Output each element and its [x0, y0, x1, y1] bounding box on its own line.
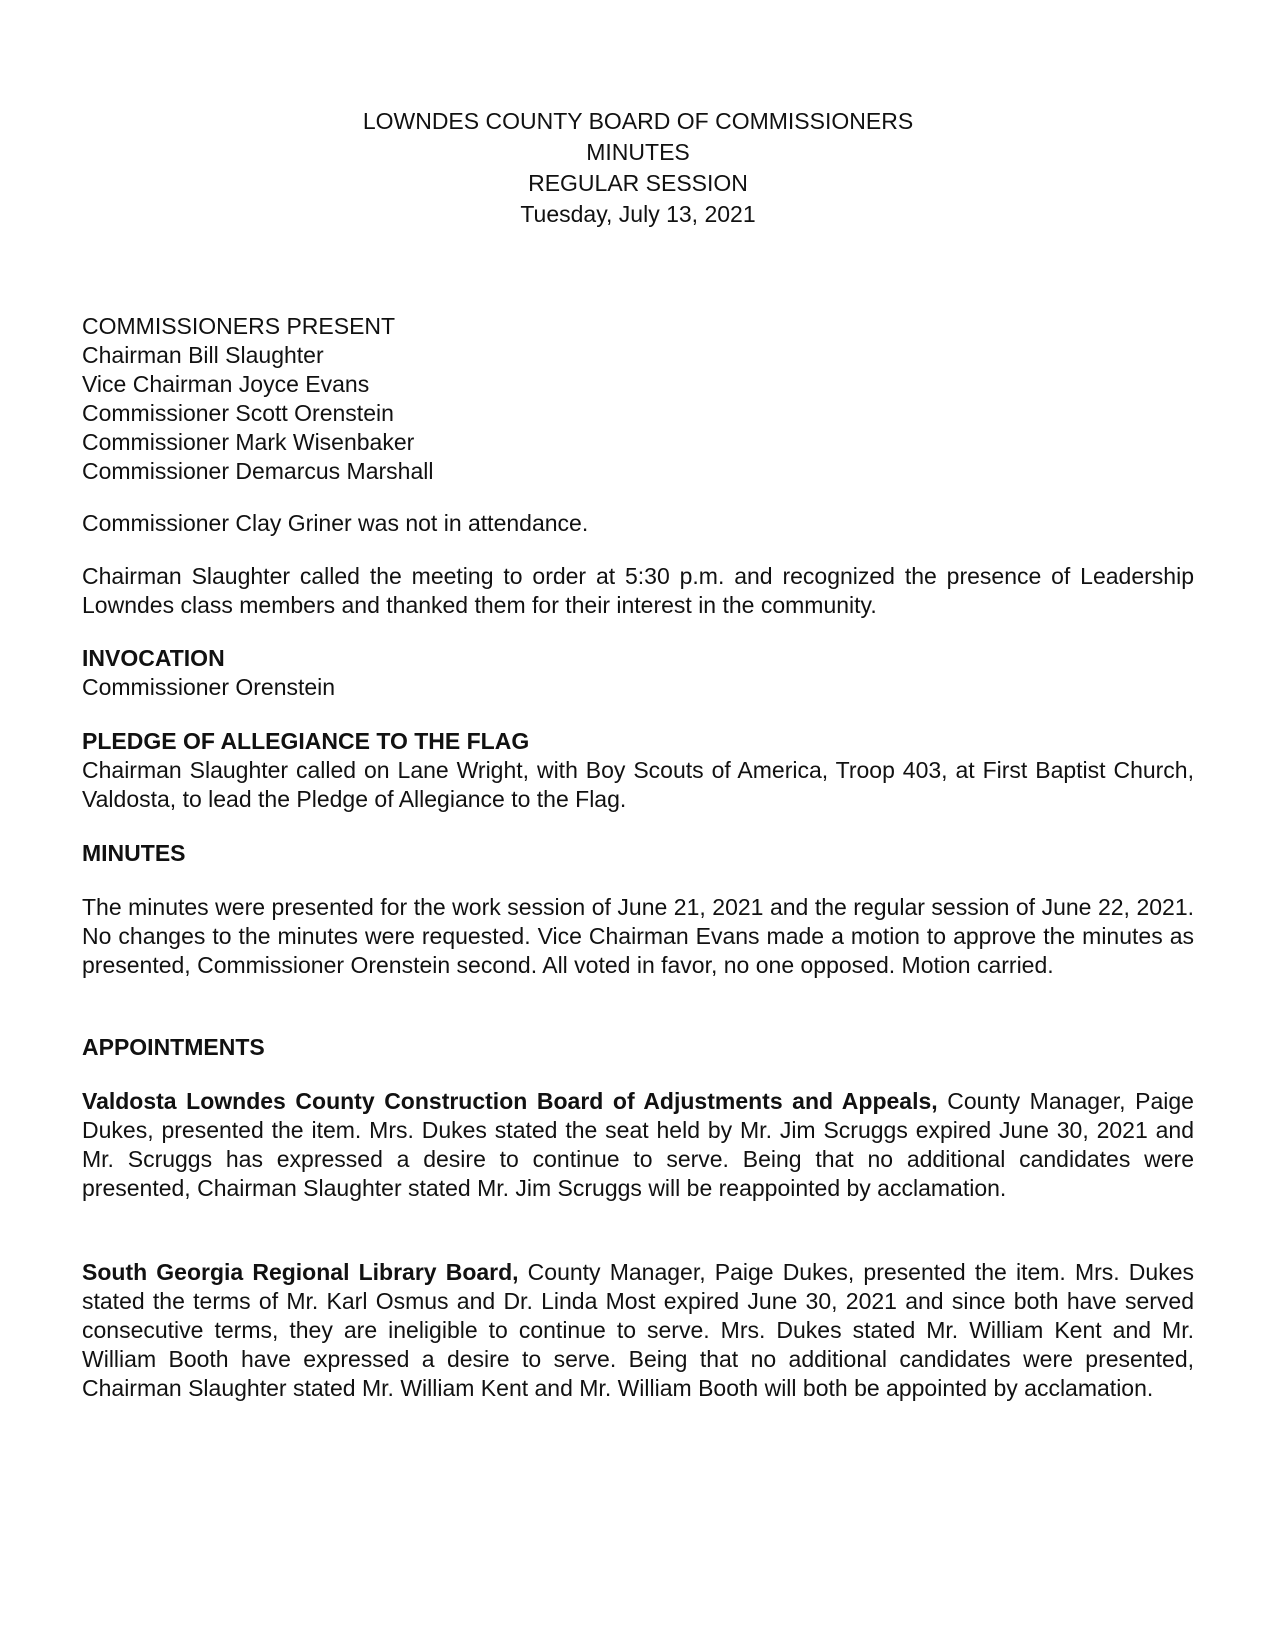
invocation-section	[82, 644, 1194, 702]
present-member: Vice Chairman Joyce Evans	[82, 371, 370, 397]
appointment-item	[82, 1087, 1194, 1203]
commissioners-present	[82, 312, 1194, 486]
appointment-title: Valdosta Lowndes County Construction Board of Adjustments and Appeals,	[82, 1088, 938, 1114]
pledge-heading: PLEDGE OF ALLEGIANCE TO THE FLAG	[82, 728, 530, 754]
pledge-text: Chairman Slaughter called on Lane Wright, with Boy Scouts of America, Troop 403, at First Baptist Church, Valdosta, to lead the Pledge of Allegiance to the Flag.	[82, 757, 1194, 812]
appointment-text: County Manager, Paige Dukes, presented the item. Mrs. Dukes stated the terms of Mr. Karl Osmus and Dr. Linda Most expired June 30, 2021 and since both have served consecutive terms, they are ineligible to continue to serve. Mrs. Dukes stated Mr. William Kent and Mr. William Booth have expressed a desire to serve. Being that no additional candidates were presented, Chairman Slaughter stated Mr. William Kent and Mr. William Booth will both be appointed by acclamation.	[82, 1259, 1194, 1401]
header-doc-type: MINUTES	[586, 139, 690, 165]
present-member: Commissioner Scott Orenstein	[82, 400, 394, 426]
present-heading: COMMISSIONERS PRESENT	[82, 313, 396, 339]
present-member: Commissioner Mark Wisenbaker	[82, 429, 415, 455]
present-member: Commissioner Demarcus Marshall	[82, 458, 434, 484]
header-session: REGULAR SESSION	[528, 170, 748, 196]
invocation-heading: INVOCATION	[82, 645, 225, 671]
header-org: LOWNDES COUNTY BOARD OF COMMISSIONERS	[362, 108, 914, 134]
document-header	[82, 106, 1194, 230]
header-date: Tuesday, July 13, 2021	[520, 201, 756, 227]
minutes-text: The minutes were presented for the work session of June 21, 2021 and the regular session of June 22, 2021. No changes to the minutes were requested. Vice Chairman Evans made a motion to approve the minutes as presented, Commissioner Orenstein second. All voted in favor, no one opposed. Motion carried.	[82, 894, 1194, 978]
present-member: Chairman Bill Slaughter	[82, 342, 324, 368]
absent-note: Commissioner Clay Griner was not in attendance.	[82, 510, 589, 536]
call-to-order: Chairman Slaughter called the meeting to order at 5:30 p.m. and recognized the presence of Leadership Lowndes class members and thanked them for their interest in the community.	[82, 563, 1194, 618]
minutes-heading: MINUTES	[82, 840, 186, 866]
appointments-heading: APPOINTMENTS	[82, 1034, 265, 1060]
appointment-title: South Georgia Regional Library Board,	[82, 1259, 519, 1285]
invocation-text: Commissioner Orenstein	[82, 674, 336, 700]
appointment-item	[82, 1258, 1194, 1403]
pledge-section	[82, 727, 1194, 814]
appointment-text: County Manager, Paige Dukes, presented the item. Mrs. Dukes stated the seat held by Mr. Jim Scruggs expired June 30, 2021 and Mr. Scruggs has expressed a desire to continue to serve. Being that no additional candidates were presented, Chairman Slaughter stated Mr. Jim Scruggs will be reappointed by acclamation.	[82, 1088, 1194, 1201]
